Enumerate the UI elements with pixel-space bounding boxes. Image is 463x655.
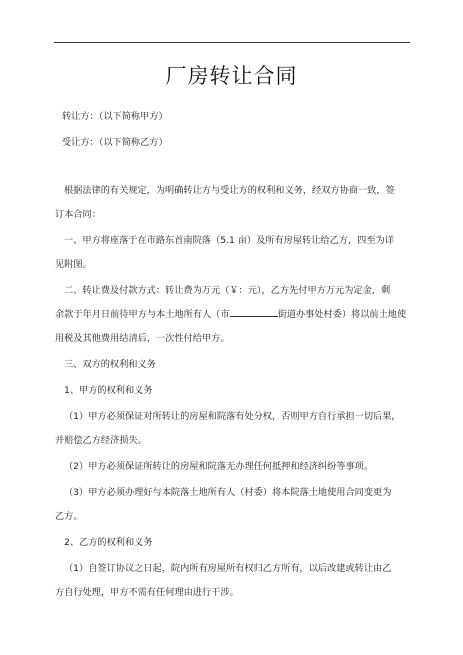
party-b-heading: 2、乙方的权利和义务 (64, 537, 153, 548)
b1-line-1: （1）自签订协议之日起，院内所有房屋所有权归乙方所有，以后改建或转让由乙 (64, 563, 392, 574)
clause2-line-2-part-a: 余款于年月日前待甲方与本土地所有人（市 (55, 309, 230, 320)
transferor-line: 转让方：（以下简称甲方） (62, 111, 168, 122)
transferee-line: 受让方：（以下简称乙方） (62, 137, 168, 148)
party-a-heading: 1、甲方的权利和义务 (64, 385, 153, 396)
header-rule (54, 42, 410, 43)
intro-line-1: 根据法律的有关规定，为明确转让方与受让方的权利和义务，经双方协商一致，签 (64, 185, 395, 196)
a3-line-2: 乙方。 (55, 511, 83, 522)
clause2-line-3: 用税及其他费用结清后，一次性付给甲方。 (55, 333, 230, 344)
a3-line-1: （3）甲方必须办理好与本院落土地所有人（村委）将本院落土地使用合同变更为 (64, 487, 392, 498)
clause1-line-1: 一、甲方将座落于在市路东首南院落（5.1 亩）及所有房屋转让给乙方，四至为详 (64, 235, 394, 246)
a1-line-2: 并赔偿乙方经济损失。 (55, 435, 147, 446)
intro-line-2: 订本合同： (55, 209, 101, 220)
b1-line-2: 方自行处理，甲方不需有任何理由进行干涉。 (55, 587, 239, 598)
clause2-line-1: 二、转让费及付款方式：转让费为万元（￥：元），乙方先付甲方万元为定金，剩 (64, 285, 391, 296)
clause2-line-2 (55, 302, 405, 327)
a1-line-1: （1）甲方必须保证对所转让的房屋和院落有处分权，否则甲方自行承担一切后果， (64, 411, 401, 422)
clause2-line-2-part-b: 街道办事处村委）将以前土地使 (277, 309, 407, 320)
document-title: 厂房转让合同 (165, 64, 298, 88)
fill-in-blank (230, 308, 278, 317)
a2-line: （2）甲方必须保证所转让的房屋和院落无办理任何抵押和经济纠纷等事项。 (64, 461, 374, 472)
clause3-heading: 三、双方的权利和义务 (64, 359, 156, 370)
clause1-line-2: 见附图。 (55, 259, 92, 270)
